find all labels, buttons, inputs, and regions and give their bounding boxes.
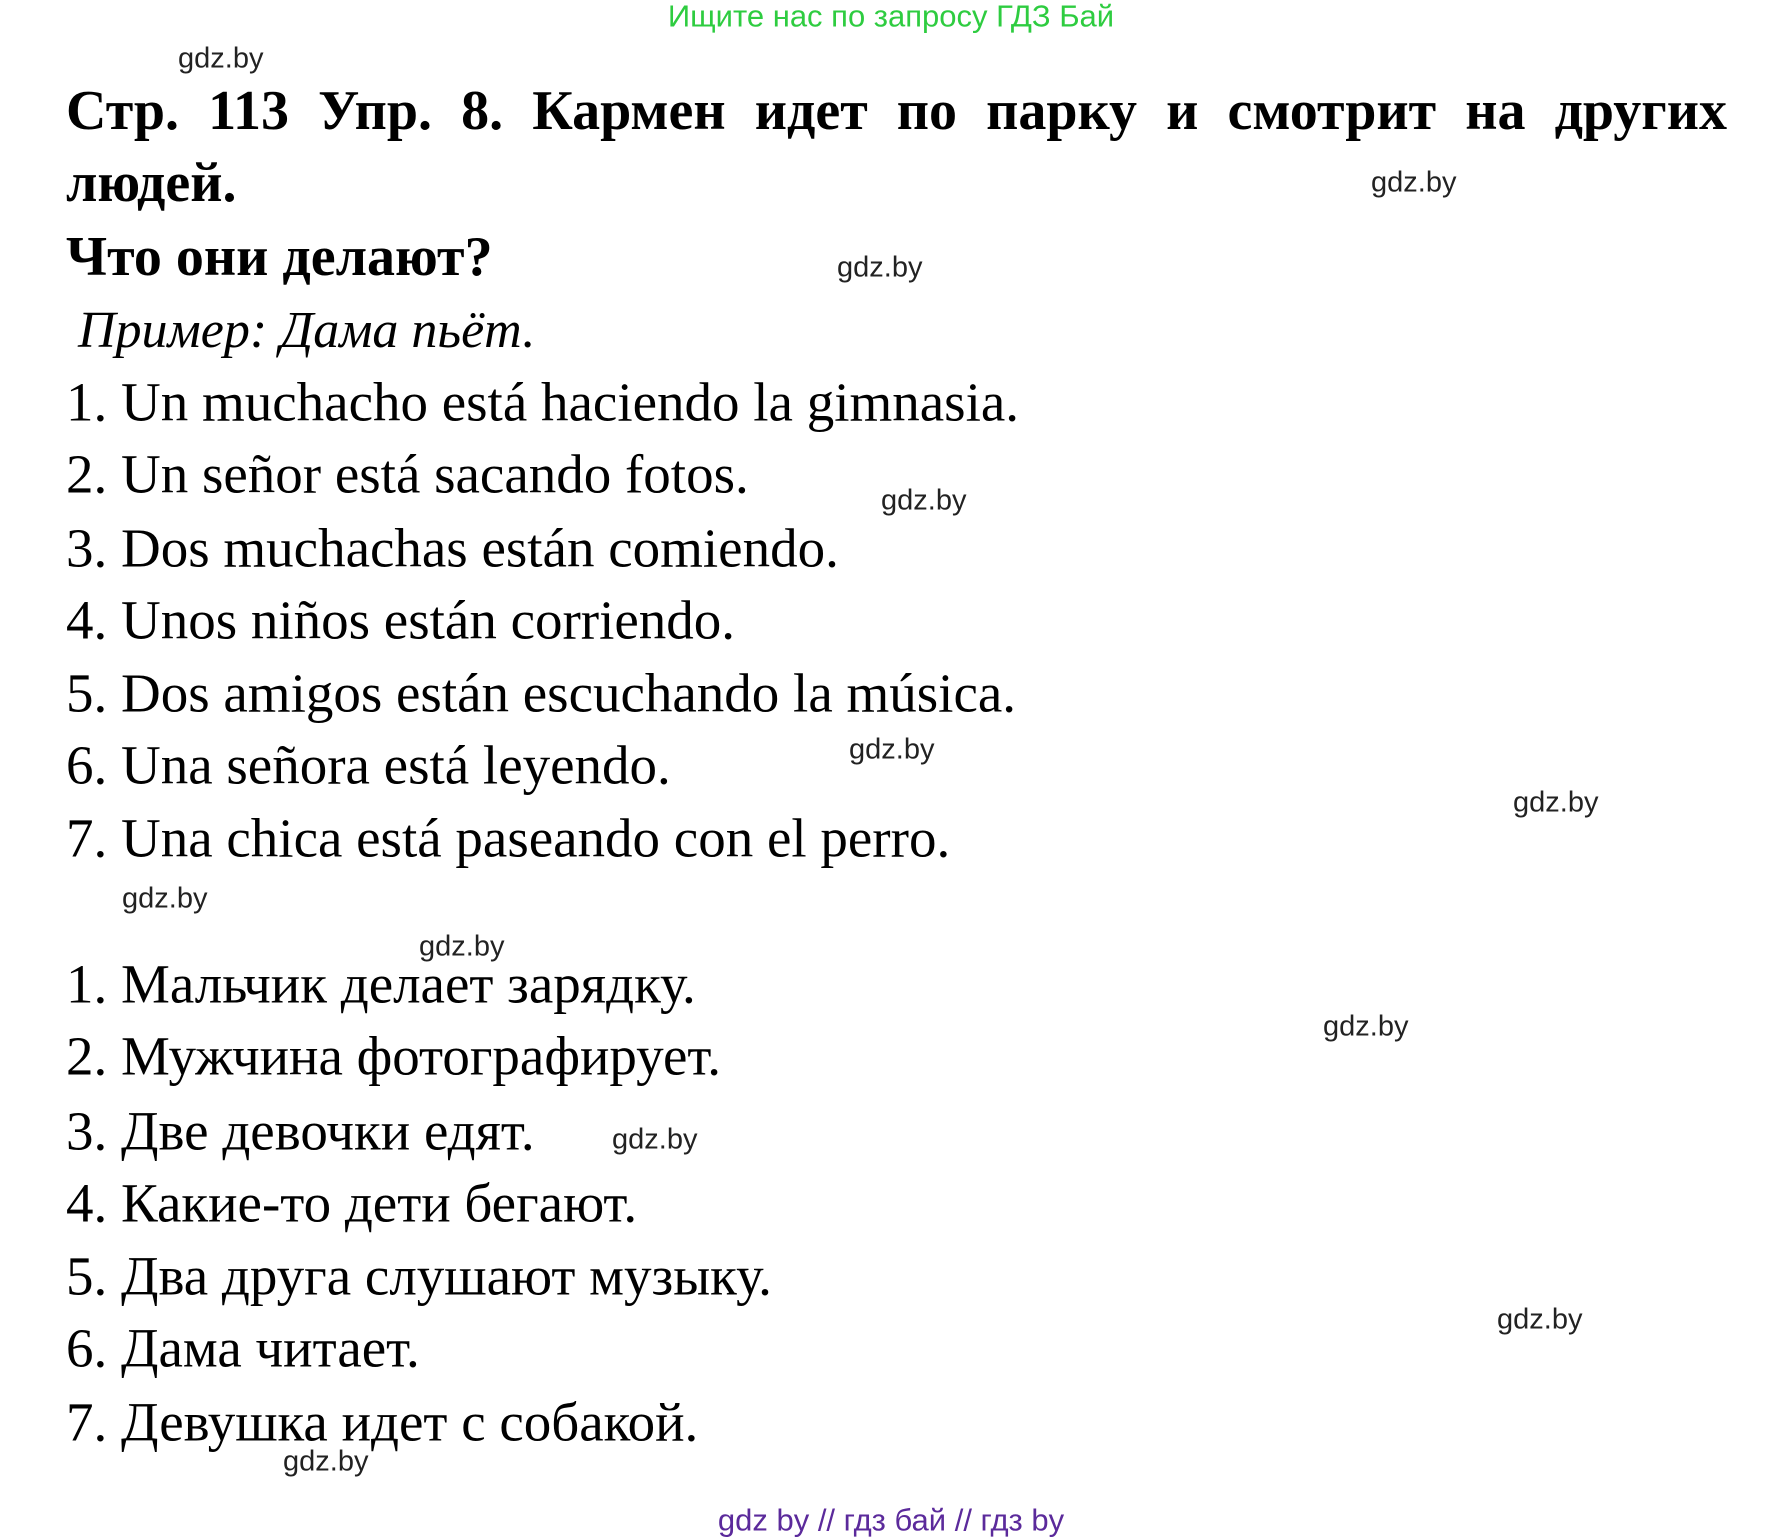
watermark: gdz.by <box>178 42 264 75</box>
spanish-item: 2. Un señor está sacando fotos. <box>66 443 749 505</box>
russian-item: 7. Девушка идет с собакой. <box>66 1391 699 1453</box>
footer-links: gdz by // гдз бай // гдз by <box>717 1502 1065 1538</box>
watermark: gdz.by <box>122 882 208 915</box>
watermark: gdz.by <box>837 251 923 284</box>
spanish-item: 3. Dos muchachas están comiendo. <box>66 517 839 579</box>
russian-item: 3. Две девочки едят. <box>66 1100 535 1162</box>
spanish-item: 6. Una señora está leyendo. <box>66 734 671 796</box>
russian-item: 1. Мальчик делает зарядку. <box>66 953 696 1015</box>
search-banner: Ищите нас по запросу ГДЗ Бай <box>667 0 1115 34</box>
spanish-item: 7. Una chica está paseando con el perro. <box>66 807 951 869</box>
watermark: gdz.by <box>881 484 967 517</box>
russian-item: 5. Два друга слушают музыку. <box>66 1245 772 1307</box>
example-line: Пример: Дама пьёт. <box>78 302 536 359</box>
watermark: gdz.by <box>1323 1010 1409 1043</box>
watermark: gdz.by <box>1513 786 1599 819</box>
spanish-item: 4. Unos niños están corriendo. <box>66 589 736 651</box>
russian-item: 4. Какие-то дети бегают. <box>66 1172 638 1234</box>
spanish-item: 1. Un muchacho está haciendo la gimnasia. <box>66 371 1020 433</box>
exercise-title: Стр. 113 Упр. 8. Кармен идет по парку и смотрит на других <box>66 80 1727 142</box>
exercise-title-continued: людей. <box>66 152 237 214</box>
watermark: gdz.by <box>419 930 505 963</box>
watermark: gdz.by <box>283 1445 369 1478</box>
spanish-item: 5. Dos amigos están escuchando la música. <box>66 662 1017 724</box>
watermark: gdz.by <box>849 733 935 766</box>
exercise-question: Что они делают? <box>66 226 493 288</box>
russian-item: 6. Дама читает. <box>66 1317 420 1379</box>
watermark: gdz.by <box>1371 166 1457 199</box>
russian-item: 2. Мужчина фотографирует. <box>66 1025 722 1087</box>
watermark: gdz.by <box>1497 1303 1583 1336</box>
watermark: gdz.by <box>612 1123 698 1156</box>
